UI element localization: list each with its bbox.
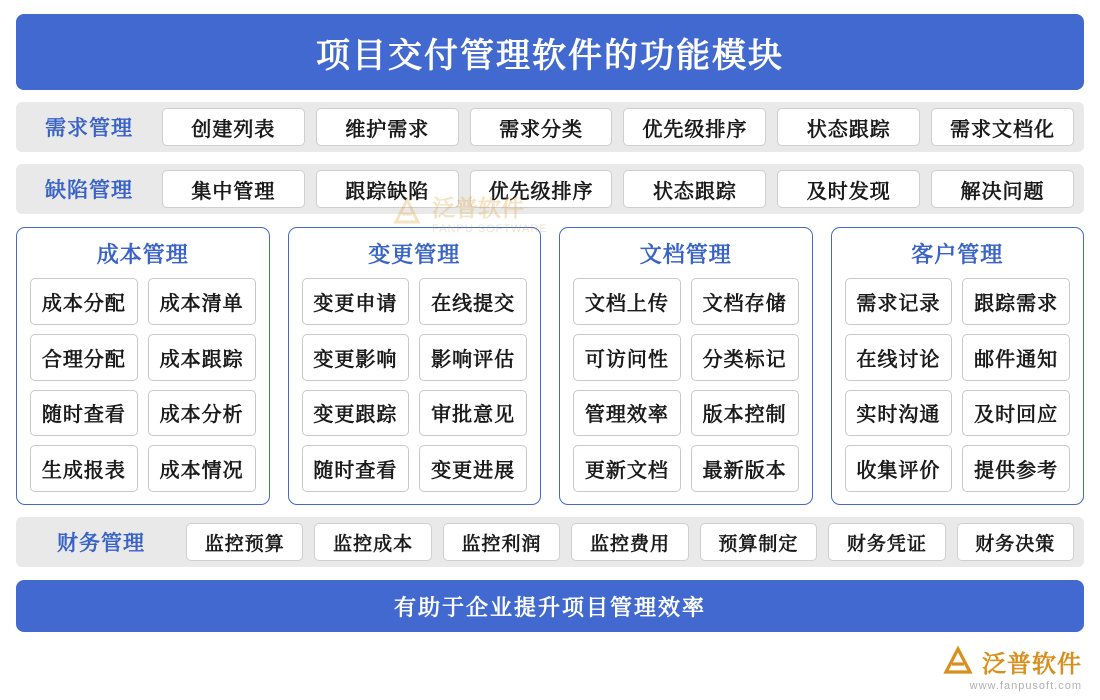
watermark-text: 泛普软件 bbox=[432, 195, 524, 221]
cell-change-0[interactable]: 变更申请 bbox=[302, 278, 410, 325]
cell-change-5[interactable]: 审批意见 bbox=[419, 390, 527, 437]
band-chip-row-requirement bbox=[162, 108, 1074, 146]
brand-logo bbox=[941, 644, 1082, 692]
module-cells-change bbox=[302, 278, 528, 492]
cell-customer-4[interactable]: 实时沟通 bbox=[845, 390, 953, 437]
cell-customer-5[interactable]: 及时回应 bbox=[962, 390, 1070, 437]
chip-requirement-2[interactable]: 需求分类 bbox=[470, 108, 613, 146]
module-cells-document bbox=[573, 278, 799, 492]
cell-document-5[interactable]: 版本控制 bbox=[691, 390, 799, 437]
module-cells-cost bbox=[30, 278, 256, 492]
cell-cost-7[interactable]: 成本情况 bbox=[148, 445, 256, 492]
band-defect-management bbox=[16, 164, 1084, 214]
band-chip-row-defect bbox=[162, 170, 1074, 208]
page-title: 项目交付管理软件的功能模块 bbox=[16, 14, 1084, 90]
cell-document-6[interactable]: 更新文档 bbox=[573, 445, 681, 492]
module-title-change: 变更管理 bbox=[368, 242, 461, 267]
band-chip-row-finance bbox=[186, 523, 1074, 561]
chip-finance-0[interactable]: 监控预算 bbox=[186, 523, 303, 561]
module-title-cost: 成本管理 bbox=[96, 242, 189, 267]
band-title-requirement: 需求管理 bbox=[45, 117, 133, 140]
footer-banner: 有助于企业提升项目管理效率 bbox=[16, 580, 1084, 632]
module-cells-customer bbox=[845, 278, 1071, 492]
cell-document-0[interactable]: 文档上传 bbox=[573, 278, 681, 325]
cell-cost-4[interactable]: 随时查看 bbox=[30, 390, 138, 437]
chip-defect-0[interactable]: 集中管理 bbox=[162, 170, 305, 208]
cell-customer-0[interactable]: 需求记录 bbox=[845, 278, 953, 325]
chip-finance-4[interactable]: 预算制定 bbox=[700, 523, 817, 561]
chip-finance-6[interactable]: 财务决策 bbox=[957, 523, 1074, 561]
module-columns bbox=[16, 227, 1084, 505]
cell-change-7[interactable]: 变更进展 bbox=[419, 445, 527, 492]
cell-cost-1[interactable]: 成本清单 bbox=[148, 278, 256, 325]
module-title-document: 文档管理 bbox=[639, 242, 732, 267]
band-title-finance: 财务管理 bbox=[57, 532, 145, 555]
brand-logo-url: www.fanpusoft.com bbox=[969, 680, 1082, 692]
cell-cost-3[interactable]: 成本跟踪 bbox=[148, 334, 256, 381]
module-change-management bbox=[288, 227, 542, 505]
cell-change-4[interactable]: 变更跟踪 bbox=[302, 390, 410, 437]
chip-requirement-0[interactable]: 创建列表 bbox=[162, 108, 305, 146]
cell-cost-6[interactable]: 生成报表 bbox=[30, 445, 138, 492]
band-finance-management bbox=[16, 517, 1084, 567]
band-title-defect: 缺陷管理 bbox=[45, 179, 133, 202]
brand-logo-row bbox=[941, 644, 1082, 679]
module-customer-management bbox=[831, 227, 1085, 505]
chip-requirement-3[interactable]: 优先级排序 bbox=[623, 108, 766, 146]
chip-finance-5[interactable]: 财务凭证 bbox=[828, 523, 945, 561]
cell-document-1[interactable]: 文档存储 bbox=[691, 278, 799, 325]
cell-change-6[interactable]: 随时查看 bbox=[302, 445, 410, 492]
cell-document-3[interactable]: 分类标记 bbox=[691, 334, 799, 381]
chip-defect-1[interactable]: 跟踪缺陷 bbox=[316, 170, 459, 208]
cell-customer-6[interactable]: 收集评价 bbox=[845, 445, 953, 492]
chip-finance-1[interactable]: 监控成本 bbox=[314, 523, 431, 561]
chip-defect-2[interactable]: 优先级排序 bbox=[470, 170, 613, 208]
module-document-management bbox=[559, 227, 813, 505]
cell-customer-7[interactable]: 提供参考 bbox=[962, 445, 1070, 492]
cell-cost-2[interactable]: 合理分配 bbox=[30, 334, 138, 381]
watermark-subtext: FANPU SOFTWARE bbox=[432, 223, 548, 235]
cell-document-7[interactable]: 最新版本 bbox=[691, 445, 799, 492]
cell-document-2[interactable]: 可访问性 bbox=[573, 334, 681, 381]
cell-customer-3[interactable]: 邮件通知 bbox=[962, 334, 1070, 381]
chip-finance-2[interactable]: 监控利润 bbox=[443, 523, 560, 561]
module-cost-management bbox=[16, 227, 270, 505]
cell-change-2[interactable]: 变更影响 bbox=[302, 334, 410, 381]
brand-logo-text: 泛普软件 bbox=[982, 651, 1082, 678]
cell-change-3[interactable]: 影响评估 bbox=[419, 334, 527, 381]
cell-customer-2[interactable]: 在线讨论 bbox=[845, 334, 953, 381]
cell-cost-5[interactable]: 成本分析 bbox=[148, 390, 256, 437]
chip-defect-5[interactable]: 解决问题 bbox=[931, 170, 1074, 208]
chip-requirement-4[interactable]: 状态跟踪 bbox=[777, 108, 920, 146]
chip-finance-3[interactable]: 监控费用 bbox=[571, 523, 688, 561]
chip-defect-3[interactable]: 状态跟踪 bbox=[623, 170, 766, 208]
brand-mark-icon bbox=[941, 645, 975, 679]
cell-cost-0[interactable]: 成本分配 bbox=[30, 278, 138, 325]
module-title-customer: 客户管理 bbox=[911, 242, 1004, 267]
chip-requirement-1[interactable]: 维护需求 bbox=[316, 108, 459, 146]
chip-requirement-5[interactable]: 需求文档化 bbox=[931, 108, 1074, 146]
cell-change-1[interactable]: 在线提交 bbox=[419, 278, 527, 325]
cell-customer-1[interactable]: 跟踪需求 bbox=[962, 278, 1070, 325]
cell-document-4[interactable]: 管理效率 bbox=[573, 390, 681, 437]
band-requirement-management bbox=[16, 102, 1084, 152]
chip-defect-4[interactable]: 及时发现 bbox=[777, 170, 920, 208]
